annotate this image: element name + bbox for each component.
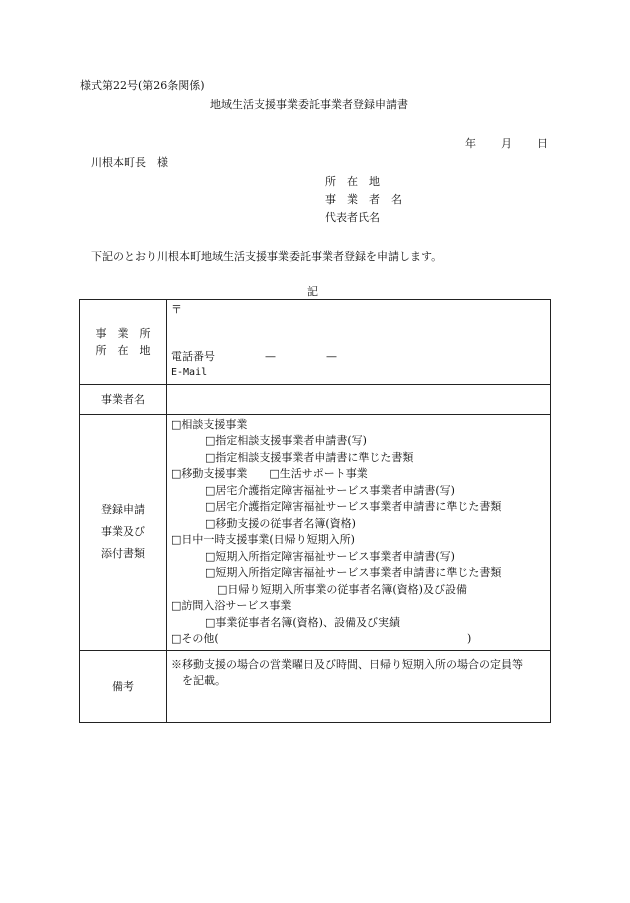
checkbox-houmon[interactable]: □訪問入浴サービス事業 [171, 599, 292, 612]
office-label-line-1: 事 業 所 [95, 326, 151, 340]
applicant-name-label: 事 業 者 名 [325, 193, 402, 206]
checkbox-nicchu[interactable]: □日中一時支援事業(日帰り短期入所) [171, 533, 355, 546]
postal-mark: 〒 [171, 303, 182, 316]
checkbox-nicchu-doc-3[interactable]: □日帰り短期入所事業の従事者名簿(資格)及び設備 [217, 582, 467, 596]
reg-label-line-2: 事業及び [101, 525, 145, 538]
remarks-cell [167, 650, 551, 722]
checkbox-idou-doc-3[interactable]: □移動支援の従事者名簿(資格) [205, 516, 356, 530]
business-name-cell [167, 384, 551, 414]
checkbox-nicchu-doc-1[interactable]: □短期入所指定障害福祉サービス事業者申請書(写) [205, 549, 455, 563]
remarks-text-2: を記載。 [182, 674, 226, 687]
remarks-text-1: ※移動支援の場合の営業曜日及び時間、日帰り短期入所の場合の定員等 [171, 657, 523, 671]
checkbox-other[interactable]: □その他( [171, 632, 219, 645]
idou-seikatsu-line [171, 466, 546, 483]
reg-label-line-1: 登録申請 [101, 503, 145, 516]
checkbox-idou-doc-1[interactable]: □居宅介護指定障害福祉サービス事業者申請書(写) [205, 483, 455, 497]
registration-row [80, 414, 551, 650]
checkbox-soudan[interactable]: □相談支援事業 [171, 417, 248, 431]
office-address-label-cell [80, 300, 167, 385]
application-statement: 下記のとおり川根本町地域生活支援事業委託事業者登録を申請します。 [91, 250, 443, 263]
email-label: E-Mail [171, 367, 208, 378]
checkbox-houmon-doc-1[interactable]: □事業従事者名簿(資格)、設備及び実績 [205, 615, 400, 629]
applicant-address-label: 所 在 地 [325, 175, 380, 188]
reg-label-line-3: 添付書類 [101, 547, 145, 560]
office-label-line-2: 所 在 地 [95, 343, 151, 357]
phone-line [171, 349, 546, 366]
date-month-label: 月 [501, 137, 512, 150]
checkbox-seikatsu[interactable]: □生活サポート事業 [269, 467, 368, 480]
registration-items-cell [167, 414, 551, 650]
business-name-label: 事業者名 [80, 384, 167, 414]
checkbox-idou-doc-2[interactable]: □居宅介護指定障害福祉サービス事業者申請書に準じた書類 [205, 500, 502, 513]
registration-label-cell [80, 414, 167, 650]
phone-label: 電話番号 [171, 349, 215, 363]
application-table [79, 299, 551, 723]
checkbox-idou[interactable]: □移動支援事業 [171, 467, 248, 480]
phone-separator-1: — [265, 349, 276, 363]
checkbox-nicchu-doc-2[interactable]: □短期入所指定障害福祉サービス事業者申請書に準じた書類 [205, 566, 502, 579]
office-address-row [80, 300, 551, 385]
date-day-label: 日 [537, 137, 548, 150]
ki-heading: 記 [307, 285, 318, 298]
representative-label: 代表者氏名 [325, 211, 380, 224]
form-number: 様式第22号(第26条関係) [80, 79, 205, 92]
other-close-paren: ) [467, 632, 472, 645]
addressee: 川根本町長 様 [91, 156, 168, 169]
phone-separator-2: — [326, 349, 337, 363]
office-address-cell [167, 300, 551, 385]
document-title: 地域生活支援事業委託事業者登録申請書 [210, 98, 408, 111]
checkbox-soudan-doc-2[interactable]: □指定相談支援事業者申請書に準じた書類 [205, 450, 414, 464]
checkbox-soudan-doc-1[interactable]: □指定相談支援事業者申請書(写) [205, 434, 367, 447]
other-line [171, 631, 546, 648]
business-name-row [80, 384, 551, 414]
remarks-row [80, 650, 551, 722]
remarks-label: 備考 [80, 650, 167, 722]
date-year-label: 年 [465, 137, 476, 150]
